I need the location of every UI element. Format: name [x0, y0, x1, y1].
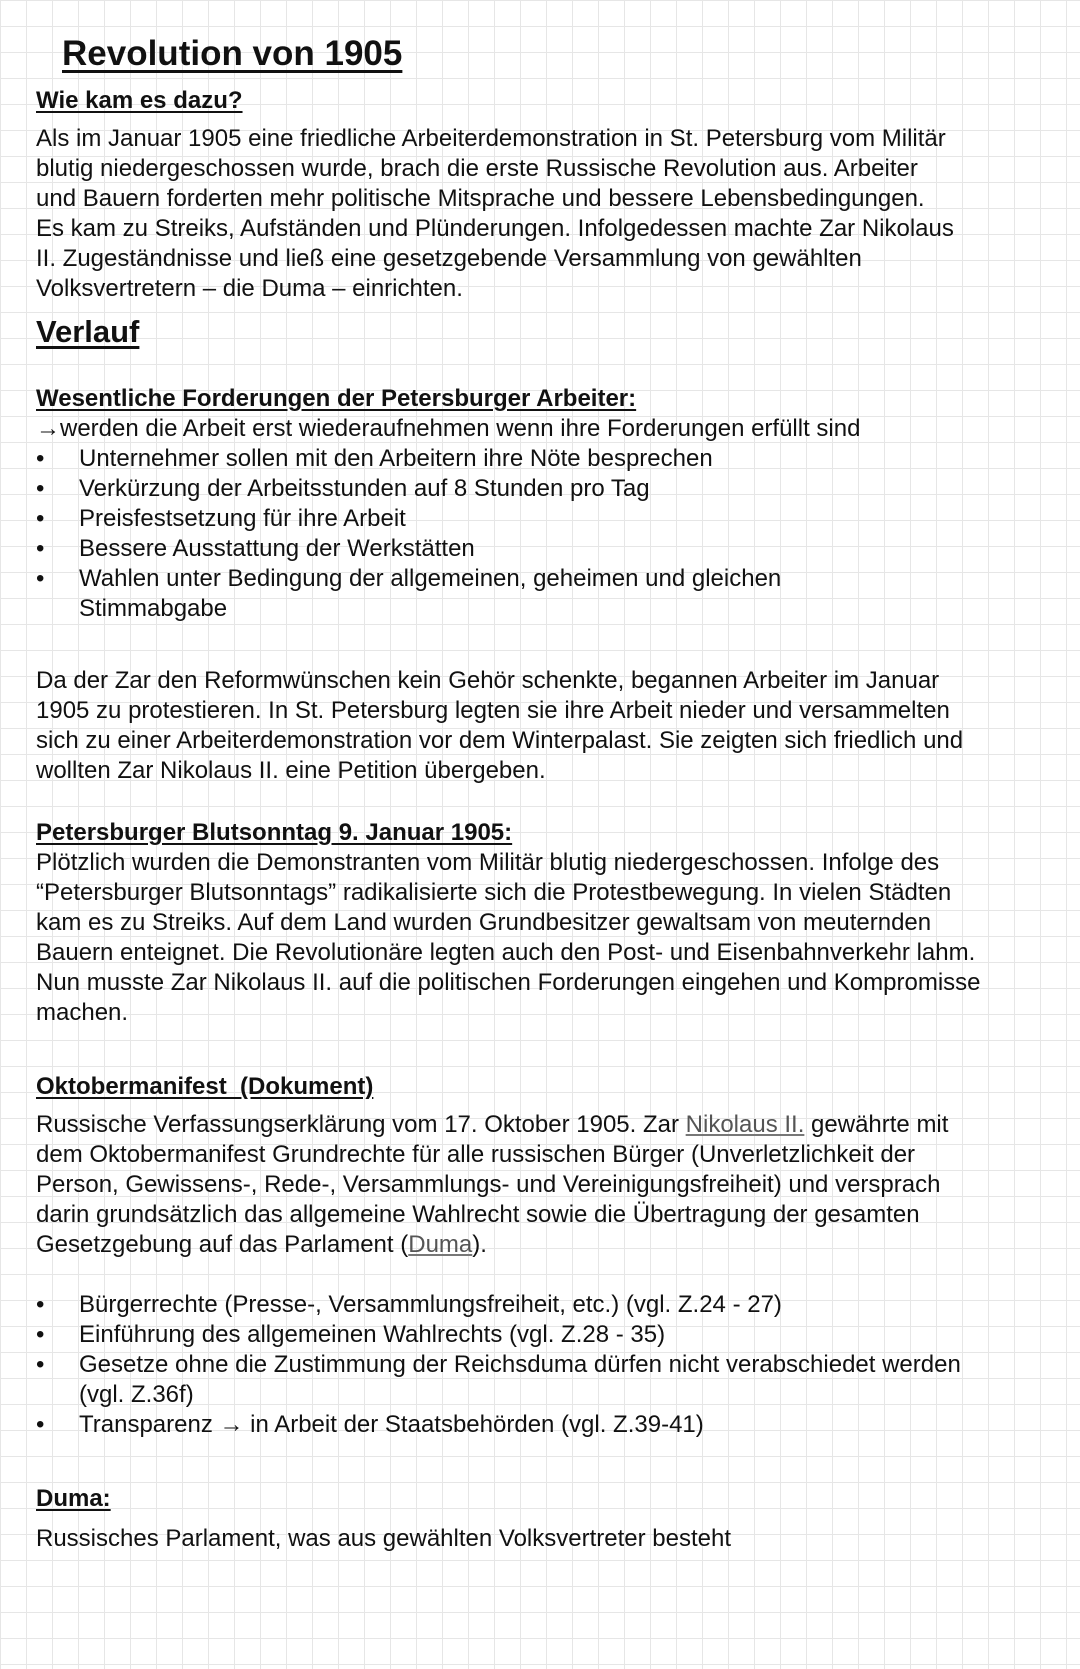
list-item: • Bessere Ausstattung der Werkstätten	[36, 535, 475, 562]
bullet-icon: •	[36, 445, 45, 472]
bullet-icon: •	[36, 565, 45, 592]
nikolaus-link[interactable]: Nikolaus II.	[685, 1111, 805, 1138]
page-title: Revolution von 1905	[62, 34, 403, 73]
cause-paragraph: Als im Januar 1905 eine friedliche Arbeiterdemonstration in St. Petersburg vom Militär blutig niedergeschossen wurde, brach die erste Russische Revolution aus. Arbeiter und Bauern forderten mehr politische Mitsprache und bessere Lebensbedingungen. Es kam zu Streiks, Aufständen und Plünderungen. Infolgedessen machte Zar Nikolaus II. Zugeständnisse und ließ eine gesetzgebende Versammlung von gewählten Volksvertretern – die Duma – einrichten.	[36, 125, 954, 302]
demands-heading: Wesentliche Forderungen der Petersburger Arbeiter:	[36, 385, 637, 412]
demands-list	[36, 444, 866, 624]
list-item: • Preisfestsetzung für ihre Arbeit	[36, 505, 406, 532]
list-item: • Gesetze ohne die Zustimmung der Reichsduma dürfen nicht verabschiedet werden (vgl. Z.36f)	[36, 1351, 961, 1408]
bullet-icon: •	[36, 505, 45, 532]
list-item: • Wahlen unter Bedingung der allgemeinen, geheimen und gleichen Stimmabgabe	[36, 565, 782, 622]
protest-paragraph: Da der Zar den Reformwünschen kein Gehör schenkte, begannen Arbeiter im Januar 1905 zu protestieren. In St. Petersburg legten sie ihre Arbeit nieder und versammelten sich zu einer Arbeiterdemonstration vor dem Winterpalast. Sie zeigten sich friedlich und wollten Zar Nikolaus II. eine Petition übergeben.	[36, 667, 964, 784]
bullet-icon: •	[36, 1321, 45, 1348]
bloody-sunday-heading: Petersburger Blutsonntag 9. Januar 1905:	[36, 819, 513, 846]
cause-heading: Wie kam es dazu?	[36, 87, 243, 114]
duma-paragraph: Russisches Parlament, was aus gewählten Volksvertreter besteht	[36, 1525, 732, 1552]
list-item: • Unternehmer sollen mit den Arbeitern ihre Nöte besprechen	[36, 445, 713, 472]
course-heading: Verlauf	[36, 314, 140, 349]
bloody-sunday-paragraph: Plötzlich wurden die Demonstranten vom Militär blutig niedergeschossen. Infolge des “Petersburger Blutsonntags” radikalisierte sich die Protestbewegung. In vielen Städten kam es zu Streiks. Auf dem Land wurden Grundbesitzer gewaltsam von meuternden Bauern enteignet. Die Revolutionäre legten auch den Post- und Eisenbahnverkehr lahm. Nun musste Zar Nikolaus II. auf die politischen Forderungen eingehen und Kompromisse machen.	[36, 849, 981, 1026]
bullet-icon: •	[36, 1291, 45, 1318]
bullet-icon: •	[36, 1351, 45, 1378]
bullet-icon: •	[36, 475, 45, 502]
list-item: • Transparenz → in Arbeit der Staatsbehörden (vgl. Z.39-41)	[36, 1411, 704, 1438]
duma-link[interactable]: Duma	[408, 1231, 473, 1258]
list-item: • Einführung des allgemeinen Wahlrechts (vgl. Z.28 - 35)	[36, 1321, 666, 1348]
document-page	[36, 28, 1046, 1554]
manifest-list	[36, 1290, 966, 1440]
bullet-icon: •	[36, 1411, 45, 1438]
duma-heading: Duma:	[36, 1485, 111, 1512]
manifest-paragraph: Russische Verfassungserklärung vom 17. Oktober 1905. Zar Nikolaus II. gewährte mit dem Oktobermanifest Grundrechte für alle russischen Bürger (Unverletzlichkeit der Person, Gewissens-, Rede-, Versammlungs- und Vereinigungsfreiheit) und versprach darin grundsätzlich das allgemeine Wahlrecht sowie die Übertragung der gesamten Gesetzgebung auf das Parlament (Duma).	[36, 1111, 949, 1258]
list-item: • Bürgerrechte (Presse-, Versammlungsfreiheit, etc.) (vgl. Z.24 - 27)	[36, 1291, 782, 1318]
bullet-icon: •	[36, 535, 45, 562]
list-item: • Verkürzung der Arbeitsstunden auf 8 Stunden pro Tag	[36, 475, 650, 502]
demands-intro: →werden die Arbeit erst wiederaufnehmen wenn ihre Forderungen erfüllt sind	[36, 415, 861, 442]
manifest-heading: Oktobermanifest (Dokument)	[36, 1073, 374, 1100]
